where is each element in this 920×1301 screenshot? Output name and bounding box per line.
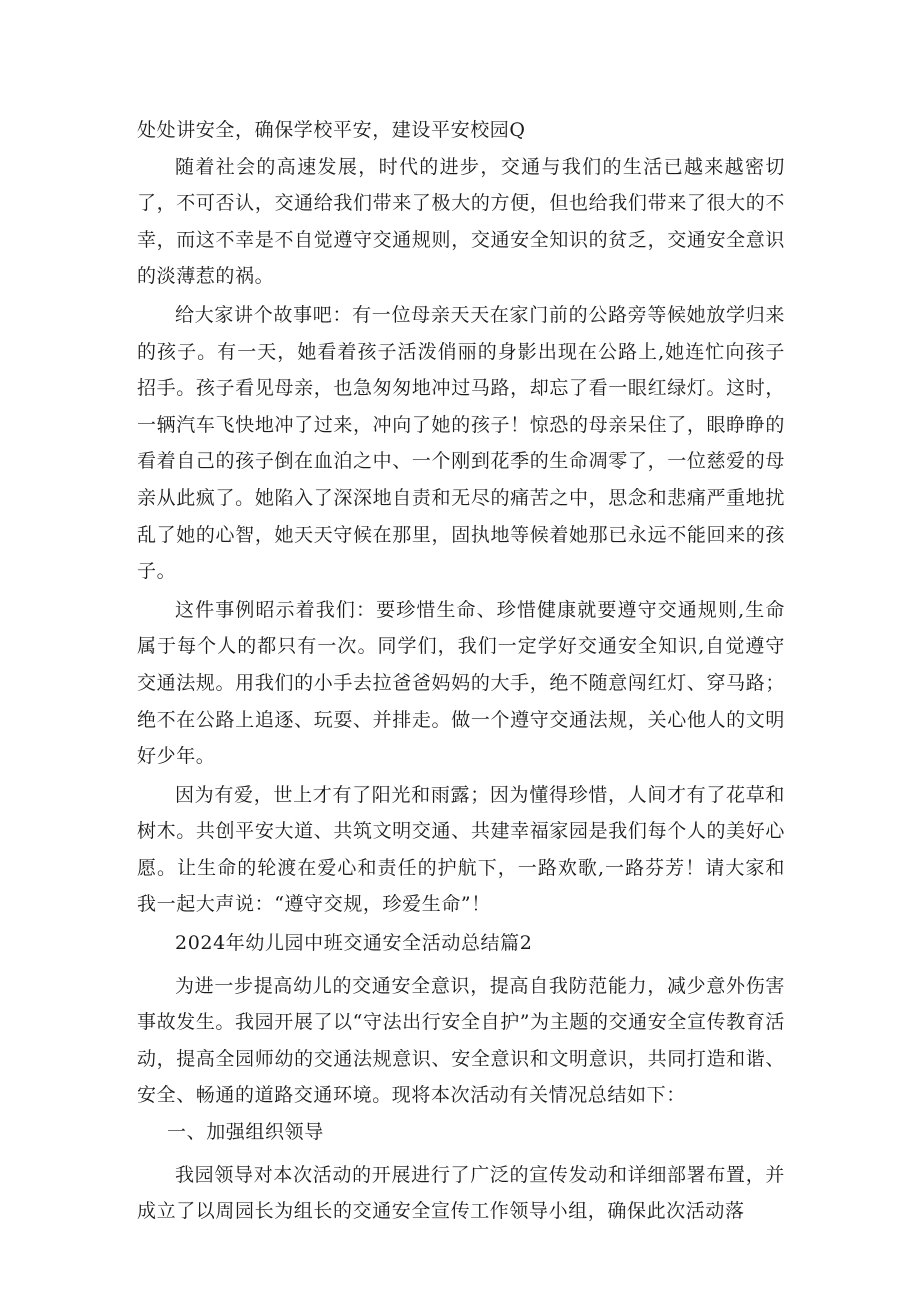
paragraph: 我园领导对本次活动的开展进行了广泛的宣传发动和详细部署布置，并成立了以周园长为组长的交通安全宣传工作领导小组，确保此次活动落 (137, 1163, 785, 1223)
paragraph: 给大家讲个故事吧：有一位母亲天天在家门前的公路旁等候她放学归来的孩子。有一天，她看着孩子活泼俏丽的身影出现在公路上,她连忙向孩子招手。孩子看见母亲，也急匆匆地冲过马路，却忘了看一眼红绿灯。这时，一辆汽车飞快地冲了过来，冲向了她的孩子！惊恐的母亲呆住了，眼睁睁的看着自己的孩子倒在血泊之中、一个刚到花季的生命凋零了，一位慈爱的母亲从此疯了。她陷入了深深地自责和无尽的痛苦之中，思念和悲痛严重地扰乱了她的心智，她天天守候在那里，固执地等候着她那已永远不能回来的孩子。 (137, 303, 785, 583)
paragraph: 因为有爱，世上才有了阳光和雨露；因为懂得珍惜，人间才有了花草和树木。共创平安大道、共筑文明交通、共建幸福家园是我们每个人的美好心愿。让生命的轮渡在爱心和责任的护航下，一路欢歌,一路芬芳！请大家和我一起大声说：“遵守交规，珍爱生命”！ (137, 783, 785, 916)
document-page (137, 112, 785, 1230)
section-title: 2024年幼儿园中班交通安全活动总结篇2 (175, 932, 533, 955)
paragraph: 随着社会的高速发展，时代的进步，交通与我们的生活已越来越密切了，不可否认，交通给我们带来了极大的方便，但也给我们带来了很大的不幸，而这不幸是不自觉遵守交通规则，交通安全知识的贫乏，交通安全意识的淡薄惹的祸。 (137, 155, 785, 288)
intro-line: 处处讲安全，确保学校平安，建设平安校园Q (137, 119, 526, 141)
paragraph: 为进一步提高幼儿的交通安全意识，提高自我防范能力，减少意外伤害事故发生。我园开展了以“守法出行安全自护”为主题的交通安全宣传教育活动，提高全园师幼的交通法规意识、安全意识和文明意识，共同打造和谐、安全、畅通的道路交通环境。现将本次活动有关情况总结如下： (137, 974, 785, 1107)
subheading: 一、加强组织领导 (167, 1121, 324, 1144)
paragraph: 这件事例昭示着我们：要珍惜生命、珍惜健康就要遵守交通规则,生命属于每个人的都只有一次。同学们，我们一定学好交通安全知识,自觉遵守交通法规。用我们的小手去拉爸爸妈妈的大手，绝不随意闯红灯、穿马路；绝不在公路上追逐、玩耍、并排走。做一个遵守交通法规，关心他人的文明好少年。 (137, 598, 785, 768)
